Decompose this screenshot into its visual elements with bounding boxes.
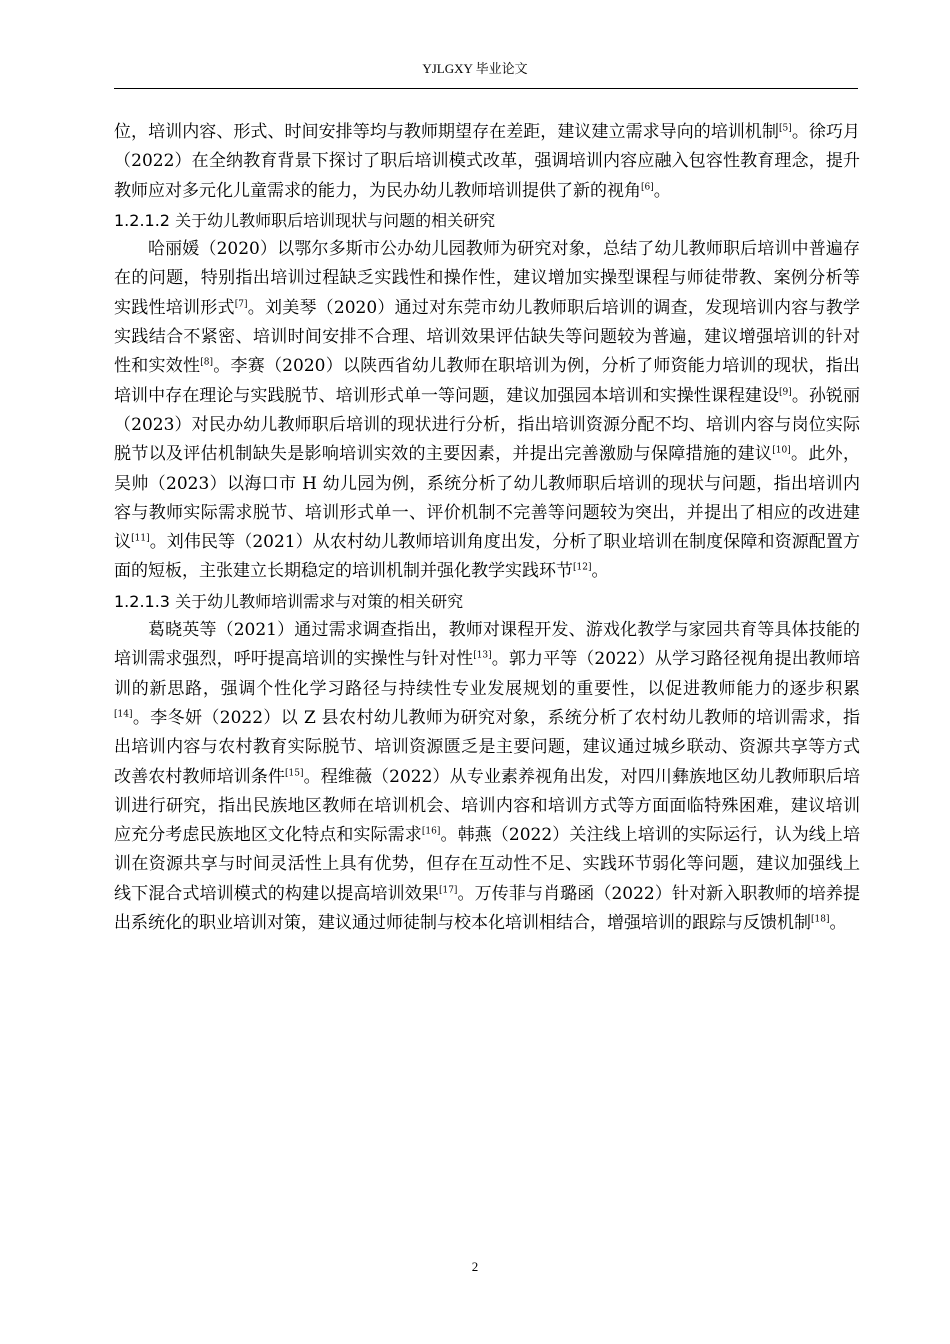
body-text: [114, 118, 860, 938]
paragraph-continued: [114, 118, 860, 206]
citation-ref: [17]: [438, 885, 458, 896]
text-run: 哈丽媛（2020）以鄂尔多斯市公办幼儿园教师为研究对象，总结了幼儿教师职后培训中普遍存在的问题，特别指出培训过程缺乏实践性和操作性，建议增加实操型课程与师徒带教、案例分析等实践性培训形式: [114, 239, 860, 318]
citation-ref: [9]: [779, 387, 792, 398]
text-run: 。郭力平等（2022）从学习路径视角提出教师培训的新思路，强调个性化学习路径与持续性专业发展规划的重要性，以促进教师能力的逐步积累: [114, 649, 861, 699]
citation-ref: [16]: [421, 826, 441, 837]
citation-ref: [18]: [811, 914, 830, 925]
citation-ref: [11]: [131, 533, 150, 544]
section-heading-1-2-1-2: 1.2.1.2 关于幼儿教师职后培训现状与问题的相关研究: [114, 210, 496, 230]
section-heading-1-2-1-3: 1.2.1.3 关于幼儿教师培训需求与对策的相关研究: [114, 591, 464, 611]
page-number: 2: [471, 1259, 479, 1274]
text-run: 。万传菲与肖璐函（2022）针对新入职教师的培养提出系统化的职业培训对策，建议通过师徒制与校本化培训相结合，增强培训的跟踪与反馈机制: [114, 883, 860, 934]
text-run: 。刘美琴（2020）通过对东莞市幼儿教师职后培训的调查，发现培训内容与教学实践结合不紧密、培训时间安排不合理、培训效果评估缺失等问题较为普遍，建议增强培训的针对性和实效性: [114, 297, 861, 377]
text-run: 。刘伟民等（2021）从农村幼儿教师培训角度出发，分析了职业培训在制度保障和资源配置方面的短板，主张建立长期稳定的培训机制并强化教学实践环节: [114, 532, 861, 582]
citation-ref: [12]: [573, 562, 592, 573]
text-run: 。程维薇（2022）从专业素养视角出发，对四川彝族地区幼儿教师职后培训进行研究，指出民族地区教师在培训机会、培训内容和培训方式等方面面临特殊困难，建议培训应充分考虑民族地区文化特点和实际需求: [114, 766, 861, 846]
citation-ref: [5]: [779, 123, 792, 134]
header-rule: [114, 88, 858, 89]
citation-ref: [7]: [234, 299, 248, 310]
citation-ref: [8]: [200, 357, 213, 368]
text-run: 。李赛（2020）以陕西省幼儿教师在职培训为例，分析了师资能力培训的现状，指出培训中存在理论与实践脱节、培训形式单一等问题，建议加强园本培训和实操性课程建设: [114, 356, 860, 406]
citation-ref: [15]: [285, 767, 304, 778]
citation-ref: [14]: [114, 709, 133, 720]
text-run: 。: [591, 561, 609, 582]
text-run: 。: [829, 913, 847, 934]
text-run: 。: [653, 180, 671, 201]
text-run: 。徐巧月（2022）在全纳教育背景下探讨了职后培训模式改革，强调培训内容应融入包容性教育理念，提升教师应对多元化儿童需求的能力，为民办幼儿教师培训提供了新的视角: [114, 122, 861, 201]
text-run: 。孙锐丽（2023）对民办幼儿教师职后培训的现状进行分析，指出培训资源分配不均、培训内容与岗位实际脱节以及评估机制缺失是影响培训实效的主要因素，并提出完善激励与保障措施的建议: [114, 385, 861, 465]
text-run: 。此外，吴帅（2023）以海口市 H 幼儿园为例，系统分析了幼儿教师职后培训的现状与问题，指出培训内容与教师实际需求脱节、培训形式单一、评价机制不完善等问题较为突出，并提出了相应的改进建议: [114, 444, 861, 553]
text-run: 位，培训内容、形式、时间安排等均与教师期望存在差距，建议建立需求导向的培训机制: [114, 122, 780, 142]
paragraph-training-status: [114, 235, 860, 587]
citation-ref: [10]: [772, 445, 791, 456]
text-run: 。李冬妍（2022）以 Z 县农村幼儿教师为研究对象，系统分析了农村幼儿教师的培训需求，指出培训内容与农村教育实际脱节、培训资源匮乏是主要问题，建议通过城乡联动、资源共享等方式改善农村教师培训条件: [114, 707, 860, 787]
running-header: YJLGXY 毕业论文: [422, 61, 528, 76]
paragraph-training-needs: [114, 616, 860, 938]
citation-ref: [13]: [473, 650, 492, 661]
text-run: 。韩燕（2022）关注线上培训的实际运行，认为线上培训在资源共享与时间灵活性上具有优势，但存在互动性不足、实践环节弱化等问题，建议加强线上线下混合式培训模式的构建以提高培训效果: [114, 825, 861, 904]
text-run: 葛晓英等（2021）通过需求调查指出，教师对课程开发、游戏化教学与家园共育等具体技能的培训需求强烈，呼吁提高培训的实操性与针对性: [114, 620, 860, 670]
citation-ref: [6]: [641, 181, 654, 192]
